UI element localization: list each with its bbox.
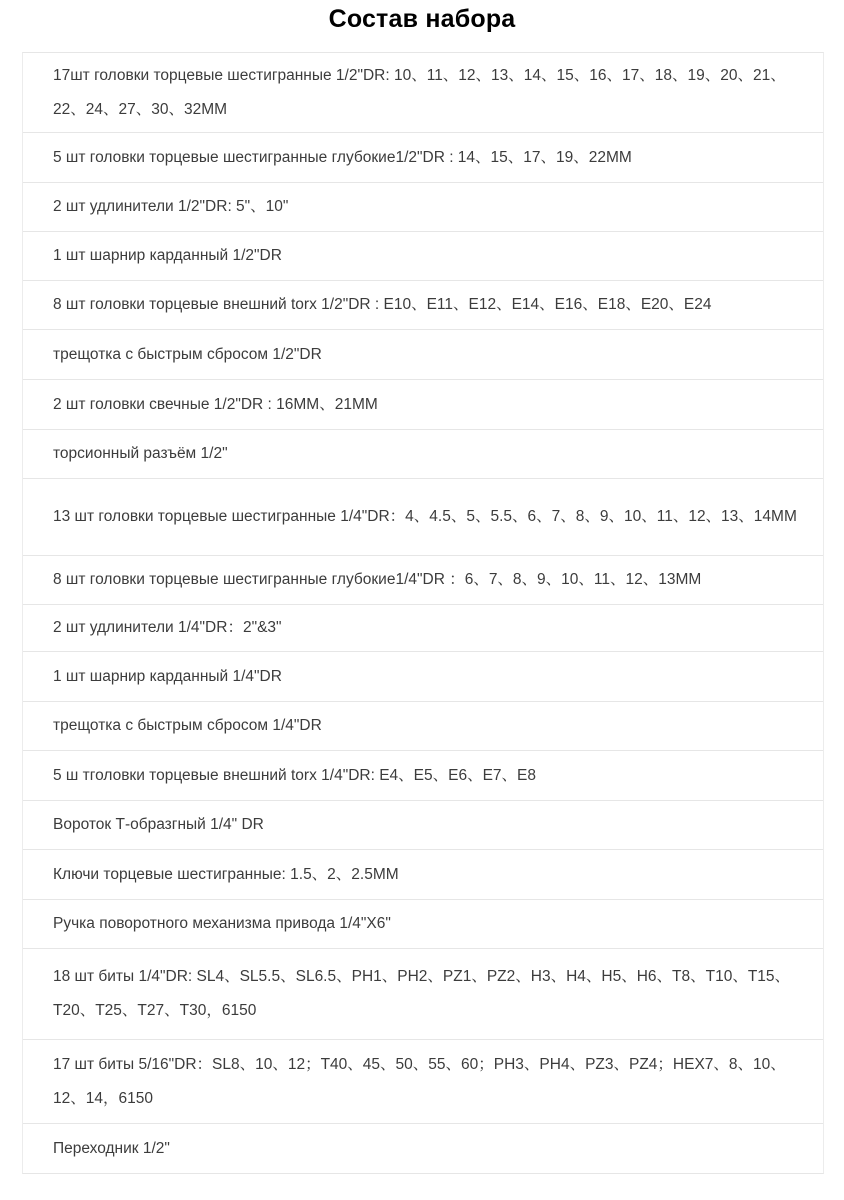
table-row (23, 479, 823, 556)
table-row (23, 1040, 823, 1124)
table-row (23, 1124, 823, 1173)
row-text: Ключи торцевые шестигранные: 1.5、2、2.5MM (53, 865, 399, 883)
row-text: торсионный разъём 1/2" (53, 445, 228, 462)
row-text: 5 ш тголовки торцевые внешний torx 1/4"DR: E4、E5、E6、E7、E8 (53, 766, 536, 784)
row-text: Переходник 1/2" (53, 1139, 170, 1157)
row-text: Ручка поворотного механизма привода 1/4"X6" (53, 915, 391, 932)
row-text: 2 шт удлинители 1/2"DR: 5"、10" (53, 198, 289, 215)
table-row (23, 133, 823, 183)
table-row (23, 556, 823, 605)
row-text: 2 шт удлинители 1/4"DR：2"&3" (53, 619, 282, 636)
page-title: Состав набора (328, 5, 516, 33)
row-text: 8 шт головки торцевые шестигранные глубокие1/4"DR ：6、7、8、9、10、11、12、13MM (53, 571, 702, 588)
row-text: трещотка с быстрым сбросом 1/2"DR (53, 345, 322, 363)
table-row (23, 430, 823, 479)
row-text: 5 шт головки торцевые шестигранные глубокие1/2"DR : 14、15、17、19、22MM (53, 148, 632, 166)
contents-table (22, 52, 824, 1174)
table-row (23, 330, 823, 380)
table-row (23, 801, 823, 850)
row-text: 18 шт биты 1/4"DR: SL4、SL5.5、SL6.5、PH1、PH2、PZ1、PZ2、H3、H4、H5、H6、T8、T10、T15、T20、T25、T27、T30，6150 (53, 968, 791, 1019)
row-text: 17 шт биты 5/16"DR：SL8、10、12；T40、45、50、55、60；PH3、PH4、PZ3、PZ4；HEX7、8、10、12、14，6150 (53, 1055, 786, 1107)
table-row (23, 850, 823, 900)
table-row (23, 183, 823, 232)
table-row (23, 702, 823, 751)
table-row (23, 751, 823, 801)
row-text: 1 шт шарнир карданный 1/4"DR (53, 667, 282, 685)
row-text: 2 шт головки свечные 1/2"DR : 16MM、21MM (53, 395, 378, 413)
row-text: 1 шт шарнир карданный 1/2"DR (53, 247, 282, 264)
table-row (23, 900, 823, 949)
table-row (23, 605, 823, 652)
row-text: Вороток Т-образгный 1/4" DR (53, 816, 264, 833)
row-text: трещотка с быстрым сбросом 1/4"DR (53, 717, 322, 734)
table-row (23, 281, 823, 330)
row-text: 17шт головки торцевые шестигранные 1/2"DR: 10、11、12、13、14、15、16、17、18、19、20、21、22、24、27、30、32MM (53, 66, 786, 118)
row-text: 8 шт головки торцевые внешний torx 1/2"DR : E10、E11、E12、E14、E16、E18、E20、E24 (53, 296, 712, 313)
table-row (23, 949, 823, 1040)
row-text: 13 шт головки торцевые шестигранные 1/4"DR：4、4.5、5、5.5、6、7、8、9、10、11、12、13、14MM (53, 508, 797, 525)
table-row (23, 53, 823, 133)
table-row (23, 380, 823, 430)
table-row (23, 232, 823, 281)
table-row (23, 652, 823, 702)
